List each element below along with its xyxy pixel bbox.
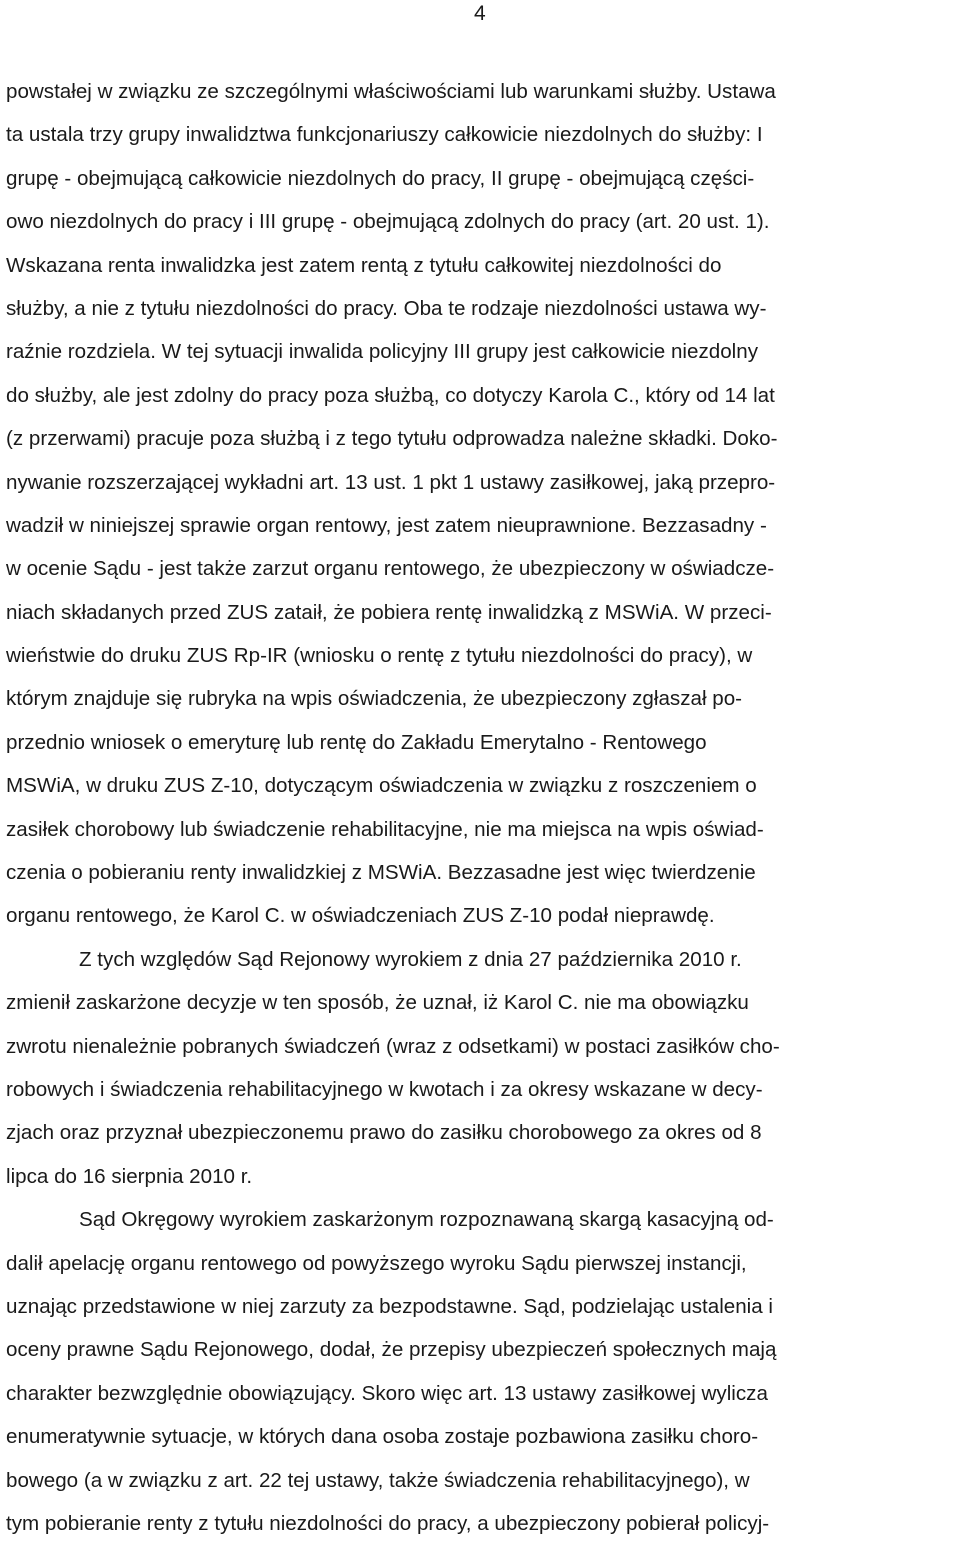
text-line: zjach oraz przyznał ubezpieczonemu prawo do zasiłku chorobowego za okres od 8 [6,1121,762,1145]
text-line: Wskazana renta inwalidzka jest zatem rentą z tytułu całkowitej niezdolności do [6,253,722,277]
text-line: enumeratywnie sytuacje, w których dana osoba zostaje pozbawiona zasiłku choro- [6,1425,759,1449]
text-line: charakter bezwzględnie obowiązujący. Skoro więc art. 13 ustawy zasiłkowej wylicza [6,1381,768,1405]
text-line: powstałej w związku ze szczególnymi właściwościami lub warunkami służby. Ustawa [6,80,776,103]
paragraph-start-line: Z tych względów Sąd Rejonowy wyrokiem z dnia 27 października 2010 r. [79,947,742,971]
body-text [6,70,954,1545]
text-line: uznając przedstawione w niej zarzuty za bezpodstawne. Sąd, podzielając ustalenia i [6,1294,773,1318]
text-line: raźnie rozdziela. W tej sytuacji inwalida policyjny III grupy jest całkowicie niezdolny [6,340,758,364]
text-line: organu rentowego, że Karol C. w oświadczeniach ZUS Z-10 podał nieprawdę. [6,904,715,928]
text-line: ta ustala trzy grupy inwalidztwa funkcjonariuszy całkowicie niezdolnych do służby: I [6,123,763,147]
text-line: (z przerwami) pracuje poza służbą i z tego tytułu odprowadza należne składki. Doko- [6,427,778,451]
text-line: lipca do 16 sierpnia 2010 r. [6,1164,253,1188]
text-line: oceny prawne Sądu Rejonowego, dodał, że przepisy ubezpieczeń społecznych mają [6,1338,777,1362]
text-line: owo niezdolnych do pracy i III grupę - obejmującą zdolnych do pracy (art. 20 ust. 1). [6,210,770,234]
text-line: tym pobieranie renty z tytułu niezdolności do pracy, a ubezpieczony pobierał policyj- [6,1511,770,1535]
text-line: robowych i świadczenia rehabilitacyjnego w kwotach i za okresy wskazane w decy- [6,1077,763,1101]
text-line: bowego (a w związku z art. 22 tej ustawy, także świadczenia rehabilitacyjnego), w [6,1468,750,1492]
paragraph-start-line: Sąd Okręgowy wyrokiem zaskarżonym rozpoznawaną skargą kasacyjną od- [79,1208,774,1232]
text-line: zasiłek chorobowy lub świadczenie rehabilitacyjne, nie ma miejsca na wpis oświad- [6,817,764,841]
text-line: którym znajduje się rubryka na wpis oświadczenia, że ubezpieczony zgłaszał po- [6,687,743,711]
text-line: wadził w niniejszej sprawie organ rentowy, jest zatem nieuprawnione. Bezzasadny - [6,513,767,537]
text-line: zwrotu nienależnie pobranych świadczeń (wraz z odsetkami) w postaci zasiłków cho- [6,1034,780,1058]
text-line: nywanie rozszerzającej wykładni art. 13 ust. 1 pkt 1 ustawy zasiłkowej, jaką przepro- [6,470,776,494]
text-line: w ocenie Sądu - jest także zarzut organu rentowego, że ubezpieczony w oświadcze- [6,557,775,581]
page-number: 4 [474,2,486,25]
text-line: MSWiA, w druku ZUS Z-10, dotyczącym oświadczenia w związku z roszczeniem o [6,774,757,798]
text-line: przednio wniosek o emeryturę lub rentę do Zakładu Emerytalno - Rentowego [6,730,707,754]
text-line: dalił apelację organu rentowego od powyższego wyroku Sądu pierwszej instancji, [6,1251,747,1275]
text-line: grupę - obejmującą całkowicie niezdolnych do pracy, II grupę - obejmującą części- [6,166,755,190]
text-line: służby, a nie z tytułu niezdolności do pracy. Oba te rodzaje niezdolności ustawa wy- [6,296,767,320]
text-line: niach składanych przed ZUS zataił, że pobiera rentę inwalidzką z MSWiA. W przeci- [6,600,772,624]
text-line: do służby, ale jest zdolny do pracy poza służbą, co dotyczy Karola C., który od 14 lat [6,383,775,407]
text-line: zmienił zaskarżone decyzje w ten sposób, że uznał, iż Karol C. nie ma obowiązku [6,991,749,1015]
text-line: czenia o pobieraniu renty inwalidzkiej z MSWiA. Bezzasadne jest więc twierdzenie [6,861,756,885]
text-line: wieństwie do druku ZUS Rp-IR (wniosku o rentę z tytułu niezdolności do pracy), w [6,644,753,668]
